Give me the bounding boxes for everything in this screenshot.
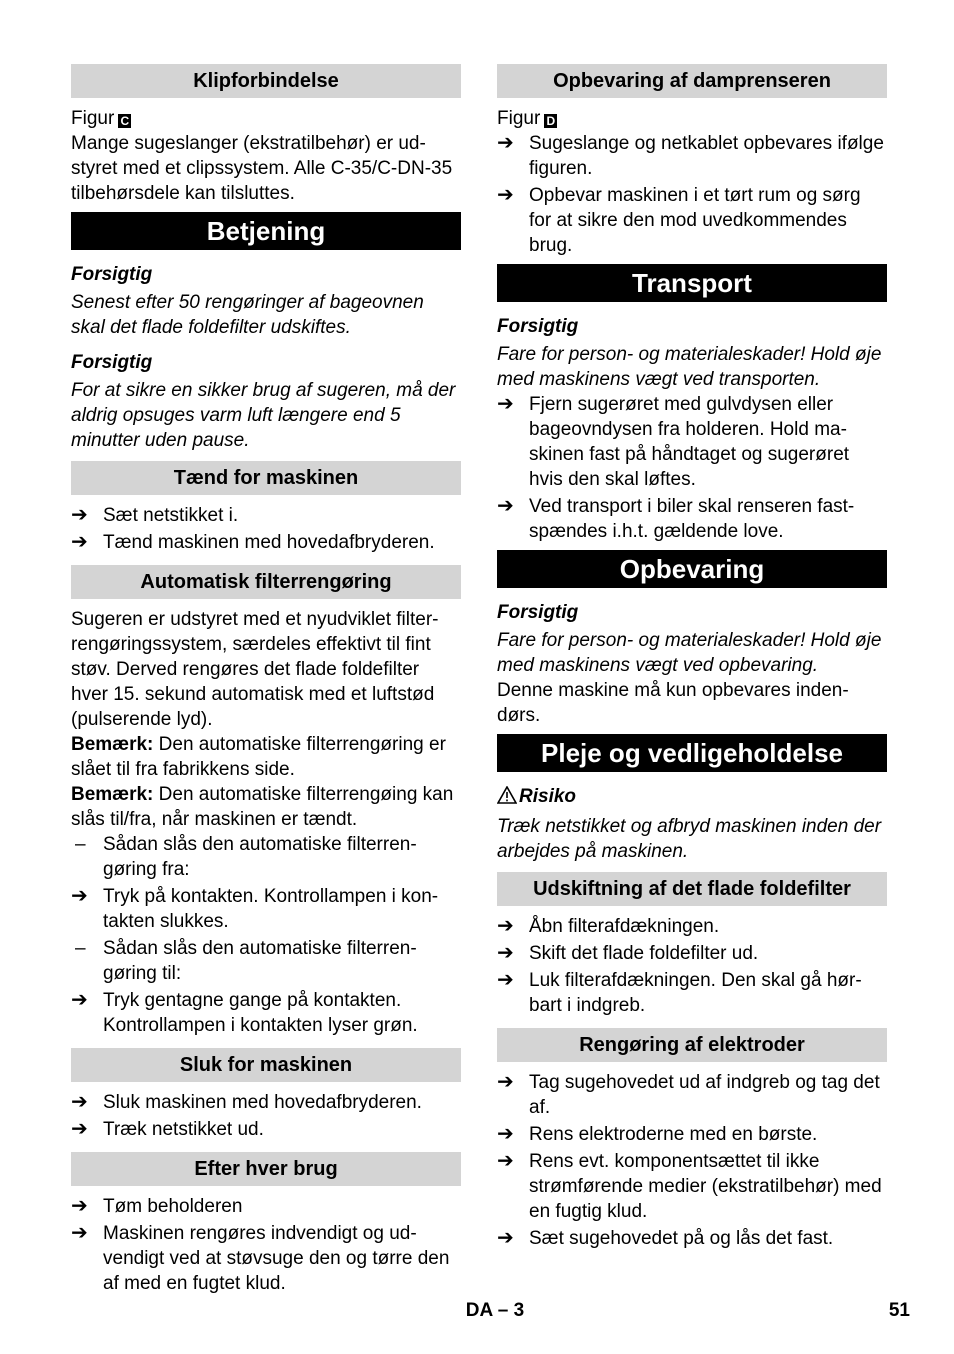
heading-pleje: Pleje og vedligeholdelse (497, 734, 887, 772)
heading-sluk: Sluk for maskinen (71, 1048, 461, 1082)
list-item: – Sådan slås den automatiske filterren-gøring fra: (71, 832, 461, 882)
efter-list (71, 1194, 461, 1296)
caution-text: Fare for person- og materialeskader! Hold øje med maskinens vægt ved transporten. (497, 344, 882, 390)
dash-bullet-icon: – (75, 834, 86, 855)
list-item: ➔ Luk filterafdækningen. Den skal gå hør-bart i indgreb. (497, 969, 862, 1016)
figure-reference: Figur D (497, 106, 887, 131)
list-item: ➔ Maskinen rengøres indvendigt og ud-vendigt ved at støvsuge den og tørre den af med en fugtet klud. (71, 1222, 450, 1294)
arrow-right-icon: ➔ (497, 1150, 514, 1172)
arrow-right-icon: ➔ (497, 184, 514, 206)
list-item: ➔ Sæt sugehovedet på og lås det fast. (497, 1227, 834, 1249)
heading-efter: Efter hver brug (71, 1152, 461, 1186)
arrow-right-icon: ➔ (71, 504, 88, 526)
note: Bemærk: Den automatiske filterrengøing kan slås til/fra, når maskinen er tændt. (71, 784, 454, 830)
list-item: ➔ Træk netstikket ud. (71, 1118, 264, 1140)
heading-autofilter: Automatisk filterrengøring (71, 565, 461, 599)
heading-udskiftning: Udskiftning af det flade foldefilter (497, 872, 887, 906)
list-item: ➔ Fjern sugerøret med gulvdysen eller bageovndysen fra holderen. Hold ma-skinen fast på håndtaget og sugerøret hvis den skal løftes. (497, 393, 850, 490)
heading-klipforbindelse: Klipforbindelse (71, 64, 461, 98)
arrow-right-icon: ➔ (71, 989, 88, 1011)
list-item: ➔ Sugeslange og netkablet opbevares ifølge figuren. (497, 132, 884, 179)
list-item: – Sådan slås den automatiske filterren-gøring til: (71, 936, 461, 986)
caution-label: Forsigtig (71, 352, 153, 373)
transport-list (497, 392, 887, 544)
arrow-right-icon: ➔ (497, 942, 514, 964)
warning-triangle-icon (497, 786, 519, 811)
arrow-right-icon: ➔ (71, 1091, 88, 1113)
left-column (71, 64, 461, 1298)
caution-label: Forsigtig (497, 316, 579, 337)
autofilter-list (71, 832, 461, 1038)
list-item: ➔ Tryk på kontakten. Kontrollampen i kon-takten slukkes. (71, 885, 439, 932)
arrow-right-icon: ➔ (497, 1123, 514, 1145)
heading-opbevaring: Opbevaring (497, 550, 887, 588)
dash-bullet-icon: – (75, 938, 86, 959)
caution-label: Forsigtig (71, 264, 153, 285)
arrow-right-icon: ➔ (71, 1222, 88, 1244)
list-item: ➔ Rens elektroderne med en børste. (497, 1123, 818, 1145)
list-item: ➔ Skift det flade foldefilter ud. (497, 942, 759, 964)
arrow-right-icon: ➔ (497, 495, 514, 517)
autofilter-text: Sugeren er udstyret med et nyudviklet filter-rengøringssystem, særdeles effektivt til fint støv. Derved rengøres det flade foldefilter hver 15. sekund automatisk med et luftstød (pulserende lyd). (71, 609, 439, 730)
arrow-right-icon: ➔ (71, 531, 88, 553)
list-item: ➔ Åbn filterafdækningen. (497, 915, 720, 937)
list-item: ➔ Ved transport i biler skal renseren fast-spændes i.h.t. gældende love. (497, 495, 855, 542)
arrow-right-icon: ➔ (497, 969, 514, 991)
caution-text: Fare for person- og materialeskader! Hold øje med maskinens vægt ved opbevaring. (497, 630, 882, 676)
heading-transport: Transport (497, 264, 887, 302)
arrow-right-icon: ➔ (497, 915, 514, 937)
klip-text: Mange sugeslanger (ekstratilbehør) er ud-styret med et clipssystem. Alle C-35/C-DN-35 tilbehørsdele kan tilsluttes. (71, 133, 453, 204)
figure-c-icon: C (118, 114, 131, 128)
caution-text: Senest efter 50 rengøringer af bageovnen skal det flade foldefilter udskiftes. (71, 292, 424, 338)
heading-elektroder: Rengøring af elektroder (497, 1028, 887, 1062)
sluk-list (71, 1090, 461, 1142)
list-item: ➔ Sæt netstikket i. (71, 504, 239, 526)
note: Bemærk: Den automatiske filterrengøring er slået til fra fabrikkens side. (71, 734, 446, 780)
list-item: ➔ Tryk gentagne gange på kontakten. Kontrollampen i kontakten lyser grøn. (71, 989, 418, 1036)
risk-text: Træk netstikket og afbryd maskinen inden der arbejdes på maskinen. (497, 816, 882, 862)
opbev-damp-list (497, 131, 887, 258)
heading-taend: Tænd for maskinen (71, 461, 461, 495)
opbevaring-text: Denne maskine må kun opbevares inden-dørs. (497, 680, 849, 726)
arrow-right-icon: ➔ (71, 1118, 88, 1140)
arrow-right-icon: ➔ (71, 885, 88, 907)
figure-reference: Figur C (71, 106, 461, 131)
arrow-right-icon: ➔ (497, 132, 514, 154)
caution-text: For at sikre en sikker brug af sugeren, må der aldrig opsuges varm luft længere end 5 minutter uden pause. (71, 380, 456, 451)
list-item: ➔ Rens evt. komponentsættet til ikke strømførende medier (ekstratilbehør) med en fugtig klud. (497, 1150, 882, 1222)
arrow-right-icon: ➔ (497, 1071, 514, 1093)
taend-list (71, 503, 461, 555)
arrow-right-icon: ➔ (71, 1195, 88, 1217)
arrow-right-icon: ➔ (497, 1227, 514, 1249)
footer-section: DA – 3 (465, 1300, 525, 1321)
elektroder-list (497, 1070, 887, 1251)
udskift-list (497, 914, 887, 1018)
list-item: ➔ Tøm beholderen (71, 1195, 243, 1217)
arrow-right-icon: ➔ (497, 393, 514, 415)
list-item: ➔ Opbevar maskinen i et tørt rum og sørg for at sikre den mod uvedkommendes brug. (497, 184, 861, 256)
figure-d-icon: D (544, 114, 557, 128)
right-column (497, 64, 887, 1253)
page-number: 51 (888, 1300, 910, 1321)
list-item: ➔ Sluk maskinen med hovedafbryderen. (71, 1091, 422, 1113)
risk-label: Risiko (497, 784, 887, 811)
list-item: ➔ Tænd maskinen med hovedafbryderen. (71, 531, 435, 553)
heading-betjening: Betjening (71, 212, 461, 250)
heading-opbevaring-damprenseren: Opbevaring af damprenseren (497, 64, 887, 98)
list-item: ➔ Tag sugehovedet ud af indgreb og tag det af. (497, 1071, 880, 1118)
caution-label: Forsigtig (497, 602, 579, 623)
